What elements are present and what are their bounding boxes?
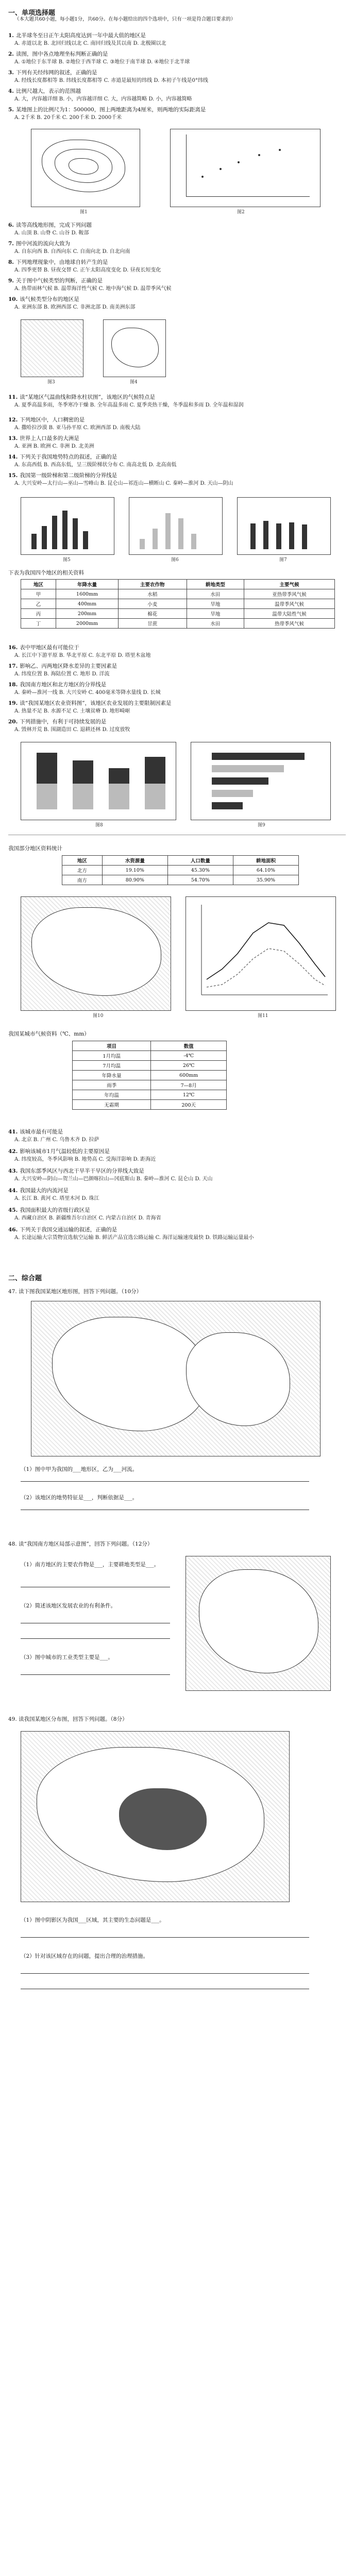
series-line bbox=[207, 923, 325, 979]
table-row: 乙 400mm 小麦 旱地 温带季风气候 bbox=[21, 599, 335, 609]
south-china-map-figure bbox=[186, 1556, 331, 1691]
stacked-bar bbox=[73, 760, 93, 784]
table-header-row: 地区 水资源量 人口数量 耕地面积 bbox=[62, 856, 299, 866]
figure-caption: 图2 bbox=[237, 210, 245, 215]
china-map-figure bbox=[21, 896, 171, 1011]
question-6-options: A. 山顶 B. 山脊 C. 山谷 D. 鞍部 bbox=[14, 230, 89, 236]
question-number: 1. bbox=[8, 32, 14, 39]
y-axis bbox=[186, 134, 187, 196]
question-12: 12. 下列地区中，人口稠密的是 bbox=[8, 417, 85, 423]
map-outline bbox=[199, 1569, 318, 1673]
question-14: 14. 下列关于我国地势特点的叙述，正确的是 bbox=[8, 454, 117, 460]
table-row: 南方 80.90% 54.70% 35.90% bbox=[62, 875, 299, 885]
table-row: 7月均温 26℃ bbox=[73, 1061, 227, 1071]
rain-bar bbox=[52, 516, 57, 549]
data-table-3 bbox=[72, 1041, 227, 1110]
question-49-part-2: （2）针对该区域存在的问题，提出合理的治理措施。 bbox=[21, 1953, 149, 1959]
question-48: 48. 读“我国南方地区局部示意图”，回答下列问题。（12分） bbox=[8, 1541, 153, 1547]
rain-bar bbox=[191, 534, 196, 549]
question-17: 17. 影响乙、丙两地区降水差异的主要因素是 bbox=[8, 663, 117, 669]
rain-bar bbox=[83, 531, 88, 549]
section-2-title: 二、综合题 bbox=[8, 1275, 42, 1282]
table-row: 年降水量 600mm bbox=[73, 1071, 227, 1080]
contour-map-figure bbox=[31, 129, 140, 207]
data-point bbox=[201, 176, 204, 178]
question-20: 20. 下列措施中，有利于可持续发展的是 bbox=[8, 719, 107, 725]
table-row: 甲 1600mm 水稻 水田 亚热带季风气候 bbox=[21, 589, 335, 599]
question-8: 8. 下列地理现象中，由地球自转产生的是 bbox=[8, 259, 108, 265]
rain-bar bbox=[289, 522, 294, 549]
question-18-options: A. 秦岭—淮河一线 B. 大兴安岭 C. 400毫米等降水量线 D. 长城 bbox=[14, 690, 161, 696]
figure-caption: 图6 bbox=[171, 557, 179, 563]
question-47-part-2: （2）该地区的地势特征是___，判断依据是___。 bbox=[21, 1495, 138, 1501]
question-45: 45. 我国面积最大的省级行政区是 bbox=[8, 1207, 90, 1213]
stacked-bar bbox=[73, 784, 93, 809]
stacked-bar bbox=[109, 768, 129, 784]
table-header-row: 地区 年降水量 主要农作物 耕地类型 主要气候 bbox=[21, 580, 335, 589]
question-44-options: A. 长江 B. 黄河 C. 塔里木河 D. 珠江 bbox=[14, 1196, 99, 1201]
rain-bar bbox=[153, 529, 158, 549]
question-2-options: A. ①地位于东半球 B. ②地位于西半球 C. ③地位于南半球 D. ④地位于北半球 bbox=[14, 59, 190, 65]
table-row: 北方 19.10% 45.30% 64.10% bbox=[62, 866, 299, 875]
table-1-title: 下表为我国四个地区的相关资料 bbox=[8, 570, 84, 576]
question-43-options: A. 大兴安岭—阴山—贺兰山—巴颜喀拉山—冈底斯山 B. 秦岭—淮河 C. 昆仑山 D. 天山 bbox=[14, 1176, 213, 1182]
table-row: 无霜期 200天 bbox=[73, 1100, 227, 1110]
figure-caption: 图5 bbox=[63, 557, 71, 563]
question-43: 43. 我国东部季风区与西北干旱半干旱区的分界线大致是 bbox=[8, 1168, 144, 1174]
question-8-options: A. 四季更替 B. 昼夜交替 C. 正午太阳高度变化 D. 昼夜长短变化 bbox=[14, 267, 161, 273]
question-15: 15. 我国第一级阶梯和第二级阶梯的分界线是 bbox=[8, 472, 117, 479]
question-13-options: A. 亚洲 B. 欧洲 C. 非洲 D. 北美洲 bbox=[14, 444, 94, 449]
question-9-options: A. 热带雨林气候 B. 温带海洋性气候 C. 地中海气候 D. 温带季风气候 bbox=[14, 286, 172, 292]
question-46: 46. 下列关于我国交通运输的叙述，正确的是 bbox=[8, 1227, 117, 1233]
question-5-options: A. 2千米 B. 20千米 C. 200千米 D. 2000千米 bbox=[14, 115, 122, 121]
rain-bar bbox=[250, 523, 256, 549]
h-bar bbox=[212, 765, 284, 772]
question-46-options: A. 长途运输大宗货物宜选航空运输 B. 鲜活产品宜选公路运输 C. 海洋运输速度最快 D. 铁路运输运量最小 bbox=[14, 1235, 254, 1241]
map-outline bbox=[111, 328, 159, 367]
question-41: 41. 该城市最有可能是 bbox=[8, 1129, 63, 1135]
section-1-title: 一、单项选择题 bbox=[8, 9, 56, 17]
data-point bbox=[279, 149, 281, 151]
answer-line[interactable] bbox=[21, 1937, 309, 1938]
question-48-part-3: （3）图中城市的工业类型主要是___。 bbox=[21, 1654, 113, 1660]
question-10: 10. 该气候类型分布的地区是 bbox=[8, 296, 79, 302]
question-9: 9. 关于图中气候类型的判断，正确的是 bbox=[8, 278, 103, 284]
question-49-part-1: （1）图中阴影区为我国___区域，其主要的生态问题是___。 bbox=[21, 1917, 165, 1923]
table-3-title: 我国某城市气候资料（℃、mm） bbox=[8, 1031, 90, 1037]
question-3-options: A. 经线长度都相等 B. 纬线长度都相等 C. 赤道是最短的纬线 D. 本初子午线是0°纬线 bbox=[14, 78, 208, 83]
question-11: 11. 读“某地区气温曲线和降水柱状图”，该地区的气候特点是 bbox=[8, 394, 156, 400]
line-chart-figure bbox=[186, 896, 336, 1011]
climate-chart-figure bbox=[129, 497, 223, 555]
question-19-options: A. 热量不足 B. 水源不足 C. 土壤贫瘠 D. 地形崎岖 bbox=[14, 708, 130, 714]
answer-line[interactable] bbox=[21, 1638, 170, 1639]
question-12-options: A. 撒哈拉沙漠 B. 亚马孙平原 C. 欧洲西部 D. 南极大陆 bbox=[14, 425, 141, 431]
data-table-1 bbox=[21, 579, 335, 629]
question-20-options: A. 毁林开荒 B. 围湖造田 C. 退耕还林 D. 过度放牧 bbox=[14, 727, 130, 733]
table-2-title: 我国部分地区资料统计 bbox=[8, 845, 62, 852]
question-17-options: A. 纬度位置 B. 海陆位置 C. 地形 D. 洋流 bbox=[14, 671, 110, 677]
question-5: 5. 某地图上的比例尺为1：500000，图上两地距离为4厘米，则两地的实际距离是 bbox=[8, 107, 206, 113]
question-15-options: A. 大兴安岭—太行山—巫山—雪峰山 B. 昆仑山—祁连山—横断山 C. 秦岭—淮河 D. 天山—阴山 bbox=[14, 481, 233, 486]
rain-bar bbox=[73, 518, 78, 549]
table-row: 年均温 12℃ bbox=[73, 1090, 227, 1100]
figure-caption: 图11 bbox=[258, 1013, 268, 1019]
scatter-chart-figure bbox=[170, 129, 321, 207]
question-11-options: A. 夏季高温多雨，冬季寒冷干燥 B. 全年高温多雨 C. 夏季炎热干燥，冬季温和多雨 D. 全年温和湿润 bbox=[14, 402, 244, 408]
horizontal-bar-figure bbox=[191, 742, 331, 820]
question-1-options: A. 赤道以北 B. 北回归线以北 C. 南回归线及其以南 D. 北极圈以北 bbox=[14, 41, 166, 46]
stacked-bar bbox=[145, 757, 165, 784]
data-point bbox=[238, 161, 240, 163]
figure-caption: 图1 bbox=[80, 210, 88, 215]
question-49: 49. 读我国某地区分布图，回答下列问题。（8分） bbox=[8, 1716, 128, 1722]
h-bar bbox=[212, 777, 268, 785]
answer-line[interactable] bbox=[21, 1973, 309, 1974]
stacked-bar bbox=[37, 753, 57, 784]
rain-bar bbox=[165, 513, 171, 549]
question-10-options: A. 亚洲东部 B. 欧洲西部 C. 非洲北部 D. 南美洲东部 bbox=[14, 304, 136, 310]
question-3: 3. 下列有关经纬网的叙述，正确的是 bbox=[8, 70, 97, 76]
question-42-options: A. 纬度较高，冬季风影响 B. 地势高 C. 受海洋影响 D. 距海近 bbox=[14, 1157, 156, 1162]
table-row: 雨季 7—8月 bbox=[73, 1080, 227, 1090]
rain-bar bbox=[178, 518, 183, 549]
question-48-part-1: （1）南方地区的主要农作物是___，主要耕地类型是___。 bbox=[21, 1562, 160, 1568]
region-map-figure bbox=[103, 319, 166, 377]
answer-line[interactable] bbox=[21, 1481, 309, 1482]
question-47: 47. 读下图我国某地区地形图，回答下列问题。（10分） bbox=[8, 1289, 142, 1295]
data-table-2 bbox=[62, 855, 299, 885]
question-16-options: A. 长江中下游平原 B. 华北平原 C. 东北平原 D. 塔里木盆地 bbox=[14, 653, 151, 658]
question-42: 42. 影响该城市1月气温较低的主要原因是 bbox=[8, 1148, 110, 1155]
rain-bar bbox=[42, 526, 47, 549]
question-4-options: A. 大，内容越详细 B. 小，内容越详细 C. 大，内容越简略 D. 小，内容越简略 bbox=[14, 96, 192, 102]
figure-caption: 图4 bbox=[130, 380, 138, 385]
question-14-options: A. 东高西低 B. 西高东低，呈三级阶梯状分布 C. 南高北低 D. 北高南低 bbox=[14, 462, 177, 468]
h-bar bbox=[212, 790, 253, 797]
question-7-options: A. 自东向西 B. 自西向东 C. 自南向北 D. 自北向南 bbox=[14, 249, 130, 255]
question-13: 13. 世界上人口最多的大洲是 bbox=[8, 435, 79, 442]
question-1 bbox=[8, 32, 346, 39]
question-47-part-1: （1）图中甲为我国的___地形区，乙为___河流。 bbox=[21, 1466, 138, 1472]
climate-chart-figure bbox=[21, 497, 114, 555]
figure-caption: 图3 bbox=[47, 380, 55, 385]
table-header-row: 项目 数值 bbox=[73, 1041, 227, 1051]
line-chart-svg bbox=[186, 897, 335, 1010]
figure-caption: 图9 bbox=[258, 823, 265, 828]
stacked-bar bbox=[145, 784, 165, 809]
rain-bar bbox=[263, 521, 268, 549]
question-4: 4. 比例尺越大，表示的范围越 bbox=[8, 88, 81, 94]
stacked-bar-figure bbox=[21, 742, 176, 820]
figure-caption: 图7 bbox=[279, 557, 287, 563]
stacked-bar bbox=[109, 784, 129, 809]
distribution-map-figure bbox=[21, 1731, 290, 1902]
question-6: 6. 读等高线地形图，完成下列问题 bbox=[8, 222, 92, 228]
section-1-note: （本大题共60小题，每小题1分，共60分。在每小题给出的四个选项中，只有一项是符合题目要求的） bbox=[14, 16, 236, 22]
climate-chart-figure bbox=[237, 497, 331, 555]
answer-line[interactable] bbox=[21, 1674, 170, 1675]
terrain-map-figure bbox=[31, 1301, 321, 1456]
data-point bbox=[220, 168, 222, 170]
question-text: 北半球冬至日正午太阳高度达到一年中最大值的地区是 bbox=[15, 32, 146, 39]
stacked-bar bbox=[37, 784, 57, 809]
question-7: 7. 图中河流的流向大致为 bbox=[8, 241, 70, 247]
map-outline bbox=[52, 1317, 208, 1431]
question-16: 16. 表中甲地区最有可能位于 bbox=[8, 645, 79, 651]
table-row: 丙 200mm 棉花 旱地 温带大陆性气候 bbox=[21, 609, 335, 619]
data-point bbox=[258, 154, 260, 156]
rain-bar bbox=[140, 539, 145, 549]
question-45-options: A. 西藏自治区 B. 新疆维吾尔自治区 C. 内蒙古自治区 D. 青海省 bbox=[14, 1215, 161, 1221]
map-outline bbox=[31, 907, 161, 996]
rain-bar bbox=[31, 534, 37, 549]
question-48-part-2: （2）简述该地区发展农业的有利条件。 bbox=[21, 1603, 116, 1609]
question-41-options: A. 北京 B. 广州 C. 乌鲁木齐 D. 拉萨 bbox=[14, 1137, 99, 1143]
rain-bar bbox=[62, 511, 68, 549]
figure-caption: 图8 bbox=[95, 823, 103, 828]
region-map-figure bbox=[21, 319, 83, 377]
question-19: 19. 读“我国某地区农业资料图”，该地区农业发展的主要限制因素是 bbox=[8, 700, 172, 706]
question-2: 2. 读图，图中各点地理坐标判断正确的是 bbox=[8, 51, 108, 57]
rain-bar bbox=[302, 524, 307, 549]
question-18: 18. 我国南方地区和北方地区的分界线是 bbox=[8, 682, 107, 688]
table-row: 丁 2000mm 甘蔗 水田 热带季风气候 bbox=[21, 619, 335, 629]
map-outline bbox=[186, 1332, 290, 1426]
question-44: 44. 我国最大的内流河是 bbox=[8, 1188, 69, 1194]
h-bar bbox=[212, 753, 305, 760]
table-row: 1月均温 -4℃ bbox=[73, 1051, 227, 1061]
h-bar bbox=[212, 802, 243, 809]
rain-bar bbox=[276, 523, 281, 549]
figure-caption: 图10 bbox=[93, 1013, 104, 1019]
x-axis bbox=[186, 196, 310, 197]
